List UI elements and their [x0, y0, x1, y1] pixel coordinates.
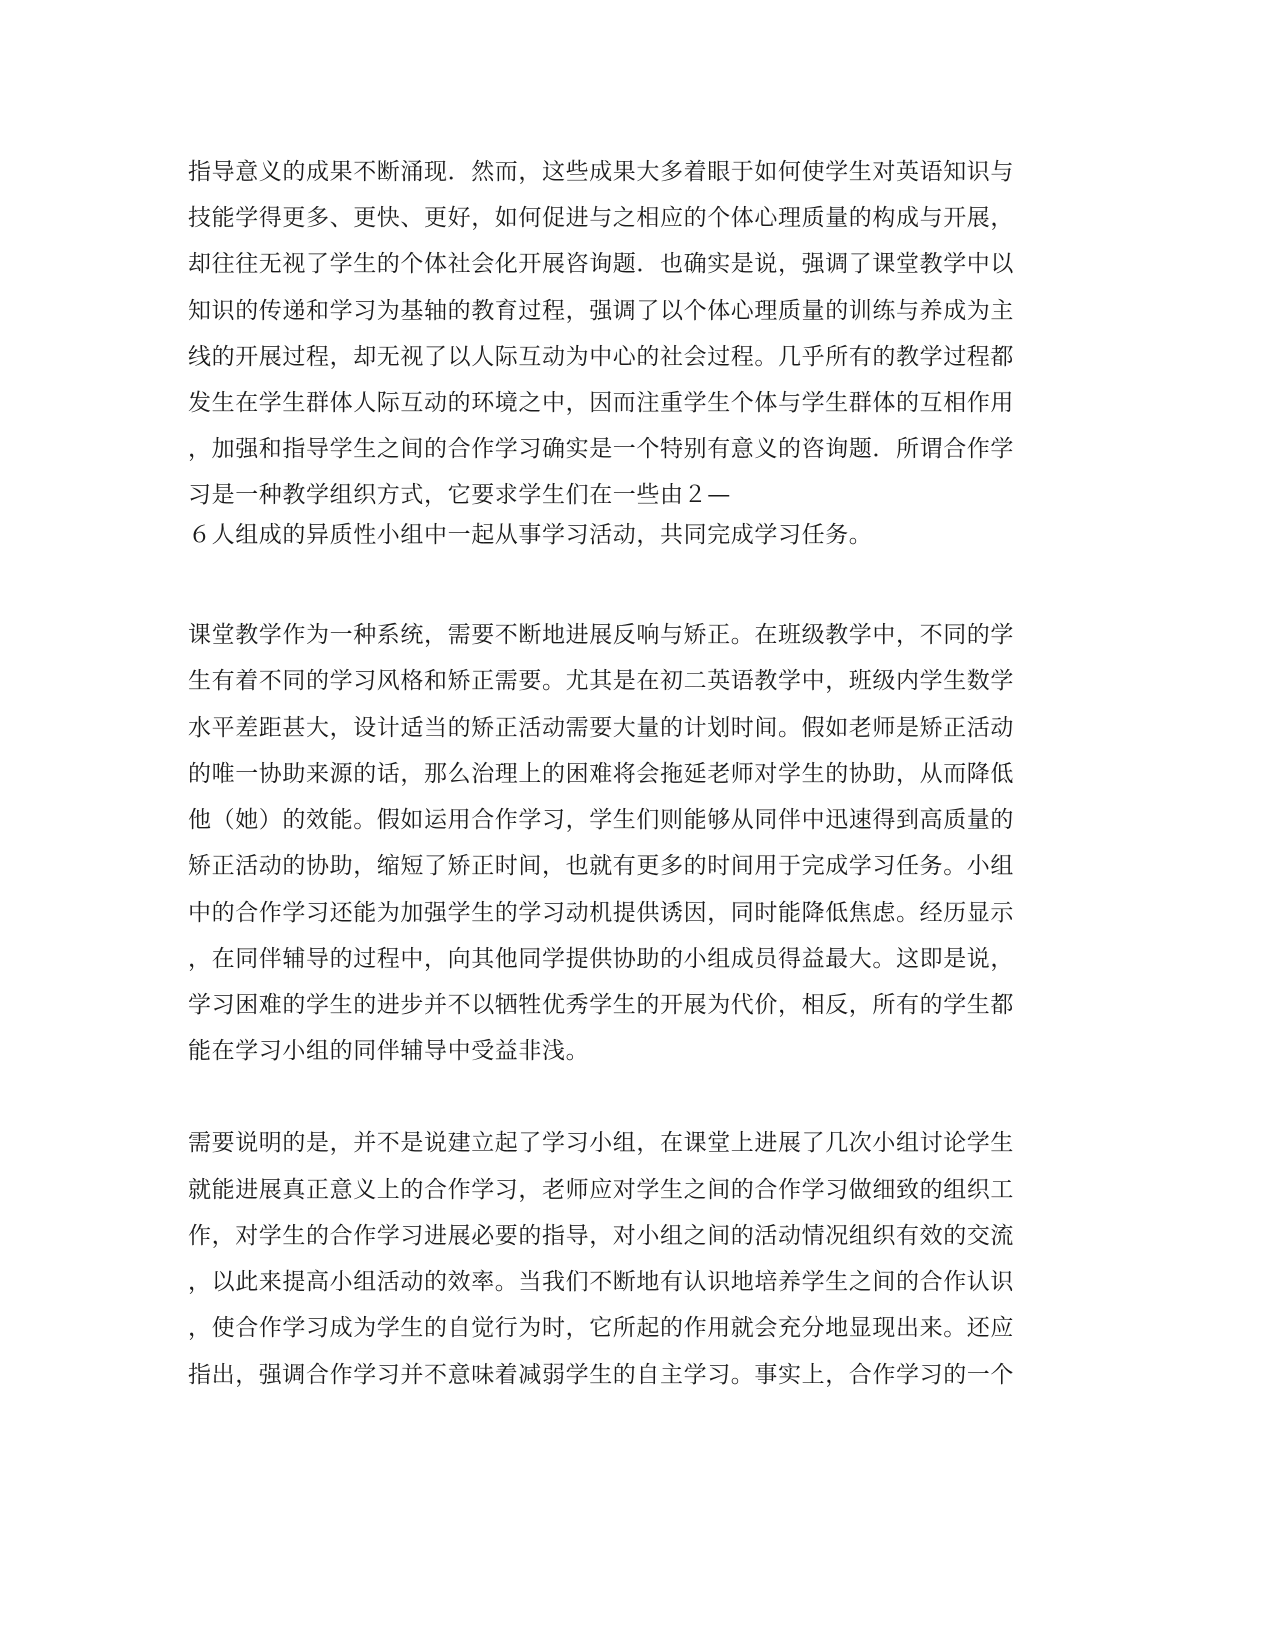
- text-line: 指出，强调合作学习并不意味着减弱学生的自主学习。事实上，合作学习的一个: [188, 1362, 1014, 1388]
- text-line: 需要说明的是，并不是说建立起了学习小组，在课堂上进展了几次小组讨论学生: [188, 1130, 1014, 1156]
- text-line: 就能进展真正意义上的合作学习，老师应对学生之间的合作学习做细致的组织工: [188, 1177, 1014, 1203]
- text-line: 发生在学生群体人际互动的环境之中，因而注重学生个体与学生群体的互相作用: [188, 390, 1014, 416]
- text-line: ，在同伴辅导的过程中，向其他同学提供协助的小组成员得益最大。这即是说，: [188, 946, 1014, 972]
- text-line: 习是一种教学组织方式，它要求学生们在一些由２—: [188, 482, 731, 508]
- text-line: 水平差距甚大，设计适当的矫正活动需要大量的计划时间。假如老师是矫正活动: [188, 715, 1014, 741]
- text-line: 矫正活动的协助，缩短了矫正时间，也就有更多的时间用于完成学习任务。小组: [188, 853, 1014, 879]
- text-line: 生有着不同的学习风格和矫正需要。尤其是在初二英语教学中，班级内学生数学: [188, 668, 1014, 694]
- text-line: ６人组成的异质性小组中一起从事学习活动，共同完成学习任务。: [188, 522, 873, 548]
- text-line: 知识的传递和学习为基轴的教育过程，强调了以个体心理质量的训练与养成为主: [188, 298, 1014, 324]
- text-line: ，以此来提高小组活动的效率。当我们不断地有认识地培养学生之间的合作认识: [188, 1269, 1014, 1295]
- text-line: 线的开展过程，却无视了以人际互动为中心的社会过程。几乎所有的教学过程都: [188, 344, 1014, 370]
- text-line: 能在学习小组的同伴辅导中受益非浅。: [188, 1038, 590, 1064]
- text-line: 的唯一协助来源的话，那么治理上的困难将会拖延老师对学生的协助，从而降低: [188, 761, 1014, 787]
- text-line: 学习困难的学生的进步并不以牺牲优秀学生的开展为代价，相反，所有的学生都: [188, 992, 1014, 1018]
- text-line: 技能学得更多、更快、更好，如何促进与之相应的个体心理质量的构成与开展，: [188, 205, 1014, 231]
- text-line: 他（她）的效能。假如运用合作学习，学生们则能够从同伴中迅速得到高质量的: [188, 807, 1014, 833]
- text-line: ，加强和指导学生之间的合作学习确实是一个特别有意义的咨询题．所谓合作学: [188, 436, 1014, 462]
- text-line: 中的合作学习还能为加强学生的学习动机提供诱因，同时能降低焦虑。经历显示: [188, 900, 1014, 926]
- text-line: 作，对学生的合作学习进展必要的指导，对小组之间的活动情况组织有效的交流: [188, 1223, 1014, 1249]
- text-line: 却往往无视了学生的个体社会化开展咨询题．也确实是说，强调了课堂教学中以: [188, 251, 1014, 277]
- text-line: 课堂教学作为一种系统，需要不断地进展反响与矫正。在班级教学中，不同的学: [188, 622, 1014, 648]
- text-line: 指导意义的成果不断涌现．然而，这些成果大多着眼于如何使学生对英语知识与: [188, 159, 1014, 185]
- text-line: ，使合作学习成为学生的自觉行为时，它所起的作用就会充分地显现出来。还应: [188, 1315, 1014, 1341]
